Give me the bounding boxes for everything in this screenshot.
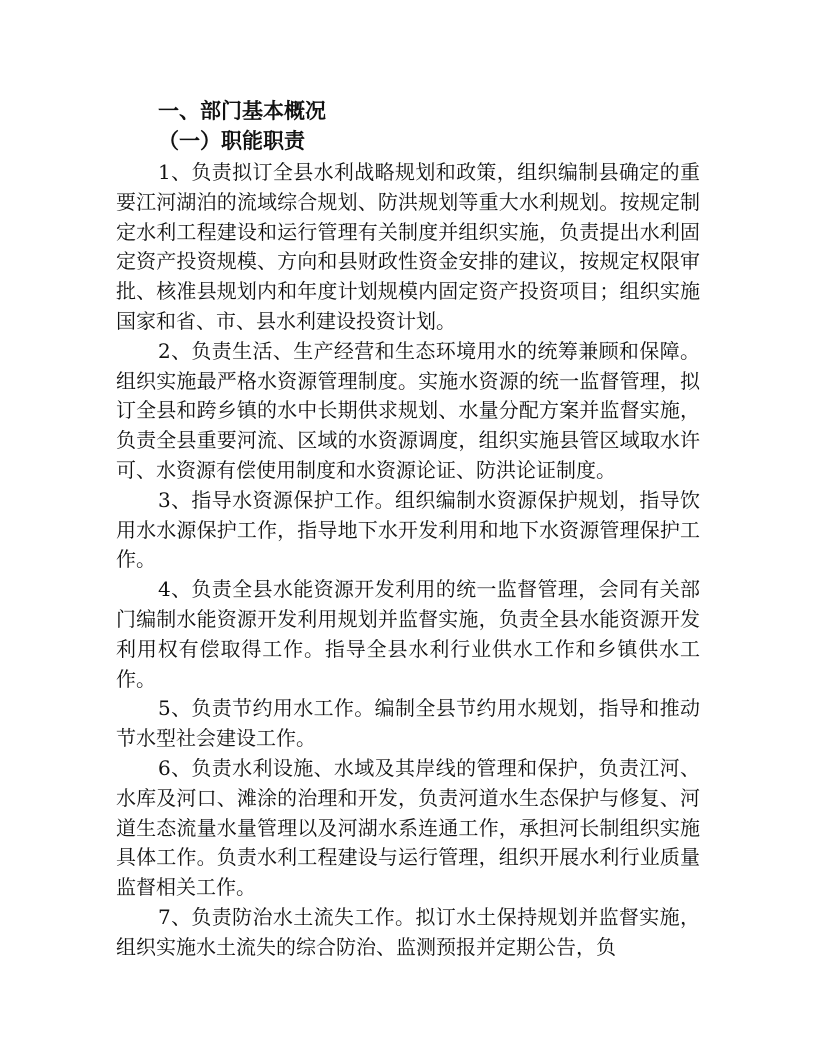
- paragraph-6: 6、负责水利设施、水域及其岸线的管理和保护，负责江河、水库及河口、滩涂的治理和开发，负责河道水生态保护与修复、河道生态流量水量管理以及河湖水系连通工作，承担河长制组织实施具体工作。负责水利工程建设与运行管理，组织开展水利行业质量监督相关工作。: [116, 755, 700, 900]
- paragraph-2: 2、负责生活、生产经营和生态环境用水的统筹兼顾和保障。组织实施最严格水资源管理制度。实施水资源的统一监督管理，拟订全县和跨乡镇的水中长期供求规划、水量分配方案并监督实施，负责全县重要河流、区域的水资源调度，组织实施县管区域取水许可、水资源有偿使用制度和水资源论证、防洪论证制度。: [116, 338, 700, 482]
- document-page: [116, 96, 700, 963]
- paragraph-5: 5、负责节约用水工作。编制全县节约用水规划，指导和推动节水型社会建设工作。: [116, 696, 700, 751]
- paragraph-4: 4、负责全县水能资源开发利用的统一监督管理，会同有关部门编制水能资源开发利用规划并监督实施，负责全县水能资源开发利用权有偿取得工作。指导全县水利行业供水工作和乡镇供水工作。: [116, 577, 700, 691]
- paragraph-1: 1、负责拟订全县水利战略规划和政策，组织编制县确定的重要江河湖泊的流域综合规划、防洪规划等重大水利规划。按规定制定水利工程建设和运行管理有关制度并组织实施，负责提出水利固定资产投资规模、方向和县财政性资金安排的建议，按规定权限审批、核准县规划内和年度计划规模内固定资产投资项目；组织实施国家和省、市、县水利建设投资计划。: [116, 160, 700, 333]
- paragraph-7: 7、负责防治水土流失工作。拟订水土保持规划并监督实施，组织实施水土流失的综合防治、监测预报并定期公告，负: [116, 904, 700, 959]
- subsection-heading: （一）职能职责: [158, 129, 305, 153]
- paragraph-3: 3、指导水资源保护工作。组织编制水资源保护规划，指导饮用水水源保护工作，指导地下水开发利用和地下水资源管理保护工作。: [116, 487, 700, 572]
- section-heading: 一、部门基本概况: [158, 99, 326, 123]
